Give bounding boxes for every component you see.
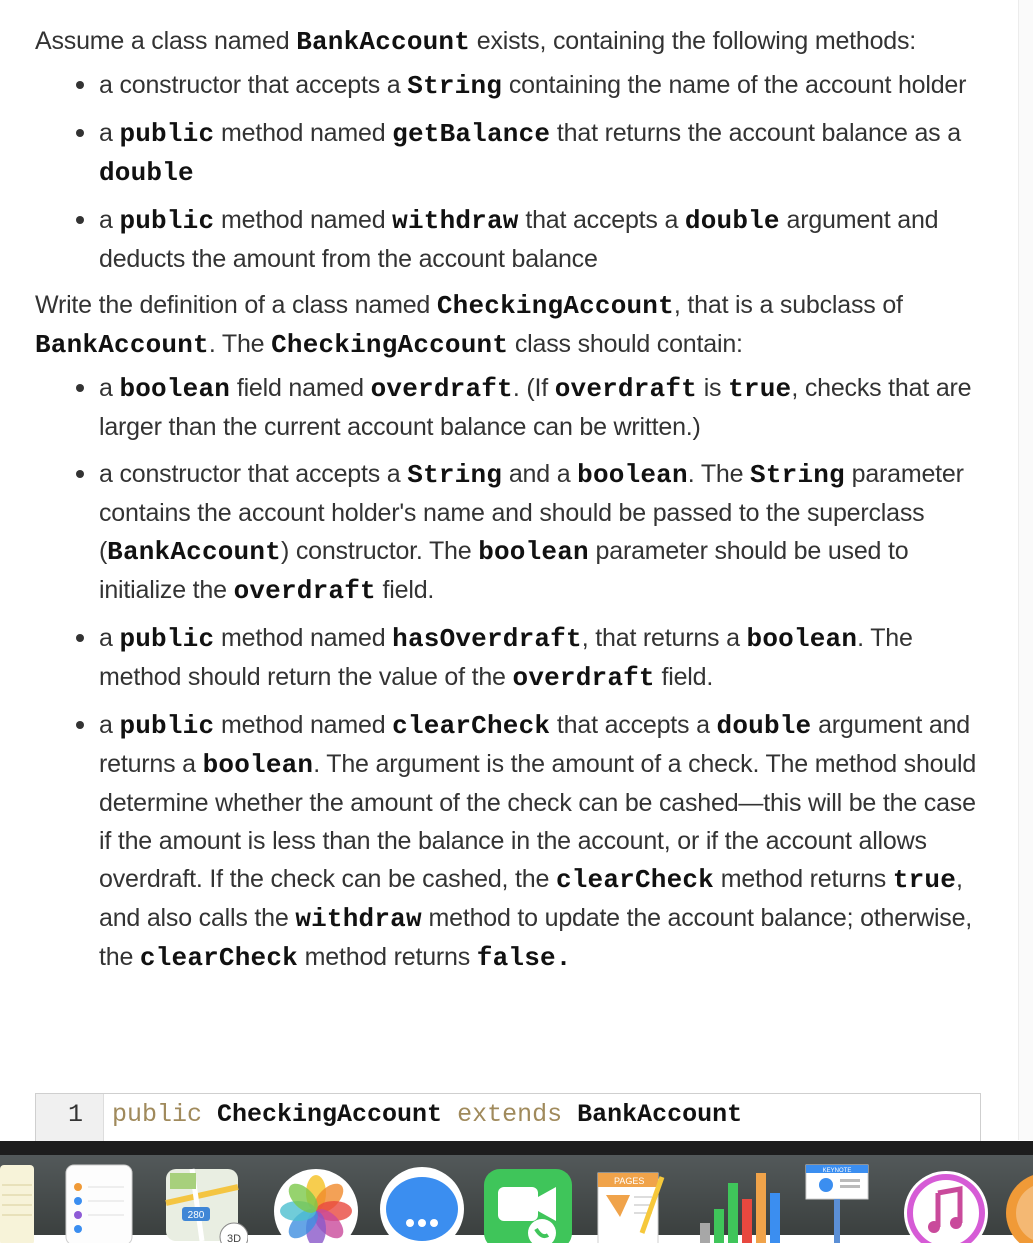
pages-label: PAGES: [614, 1176, 645, 1186]
list-item: • a constructor that accepts a String containing the name of the account holder: [99, 65, 985, 105]
pages-icon[interactable]: [590, 1163, 670, 1243]
line-number: 1: [36, 1094, 104, 1142]
list-item: • a boolean field named overdraft. (If overdraft is true, checks that are larger than the current account balance can be written.): [99, 368, 985, 446]
bank-methods-list: [35, 65, 985, 278]
keynote-icon[interactable]: [800, 1163, 880, 1243]
maps-route-badge: 280: [187, 1210, 205, 1221]
facetime-icon[interactable]: [480, 1163, 576, 1243]
problem-statement: [35, 22, 985, 985]
checking-requirements-list: [35, 368, 985, 977]
superclass-name: BankAccount: [562, 1100, 743, 1129]
maps-icon[interactable]: [162, 1163, 248, 1243]
code-line[interactable]: [112, 1094, 742, 1136]
list-item: • a constructor that accepts a String and a boolean. The String parameter contains the account holder's name and should be passed to the superclass (BankAccount) constructor. The boolean parameter should be used to initialize the overdraft field.: [99, 454, 985, 610]
messages-icon[interactable]: [374, 1163, 470, 1243]
reminders-icon[interactable]: [64, 1163, 136, 1243]
macos-dock: [0, 1155, 1033, 1243]
code-editor[interactable]: [35, 1093, 981, 1142]
dock-divider: [0, 1141, 1033, 1155]
list-item: • a public method named hasOverdraft, that returns a boolean. The method should return the value of the overdraft field.: [99, 618, 985, 697]
maps-3d-tag: 3D: [226, 1233, 242, 1243]
keyword-extends: extends: [457, 1100, 563, 1129]
numbers-icon[interactable]: [696, 1163, 784, 1243]
list-item: • a public method named getBalance that returns the account balance as a double: [99, 113, 985, 192]
task-paragraph: Write the definition of a class named CheckingAccount, that is a subclass of BankAccount. The CheckingAccount class should contain:: [35, 291, 903, 360]
page-scrollbar[interactable]: [1018, 0, 1033, 1140]
intro-paragraph: Assume a class named BankAccount exists, containing the following methods:: [35, 27, 917, 57]
keynote-label: KEYNOTE: [822, 1168, 852, 1174]
notes-icon[interactable]: [0, 1163, 40, 1243]
list-item: • a public method named withdraw that accepts a double argument and deducts the amount from the account balance: [99, 200, 985, 278]
itunes-icon[interactable]: [898, 1163, 994, 1243]
list-item: • a public method named clearCheck that accepts a double argument and returns a boolean. The argument is the amount of a check. The method should determine whether the amount of the check can be cashed—this will be the case if the amount is less than the balance in the account, or if the account allows overdraft. If the check can be cashed, the clearCheck method returns true, and also calls the withdraw method to update the account balance; otherwise, the clearCheck method returns false.: [99, 705, 985, 977]
photos-icon[interactable]: [272, 1163, 362, 1243]
class-name: CheckingAccount: [202, 1100, 458, 1129]
books-icon[interactable]: [1006, 1163, 1033, 1243]
keyword-public: public: [112, 1100, 203, 1129]
